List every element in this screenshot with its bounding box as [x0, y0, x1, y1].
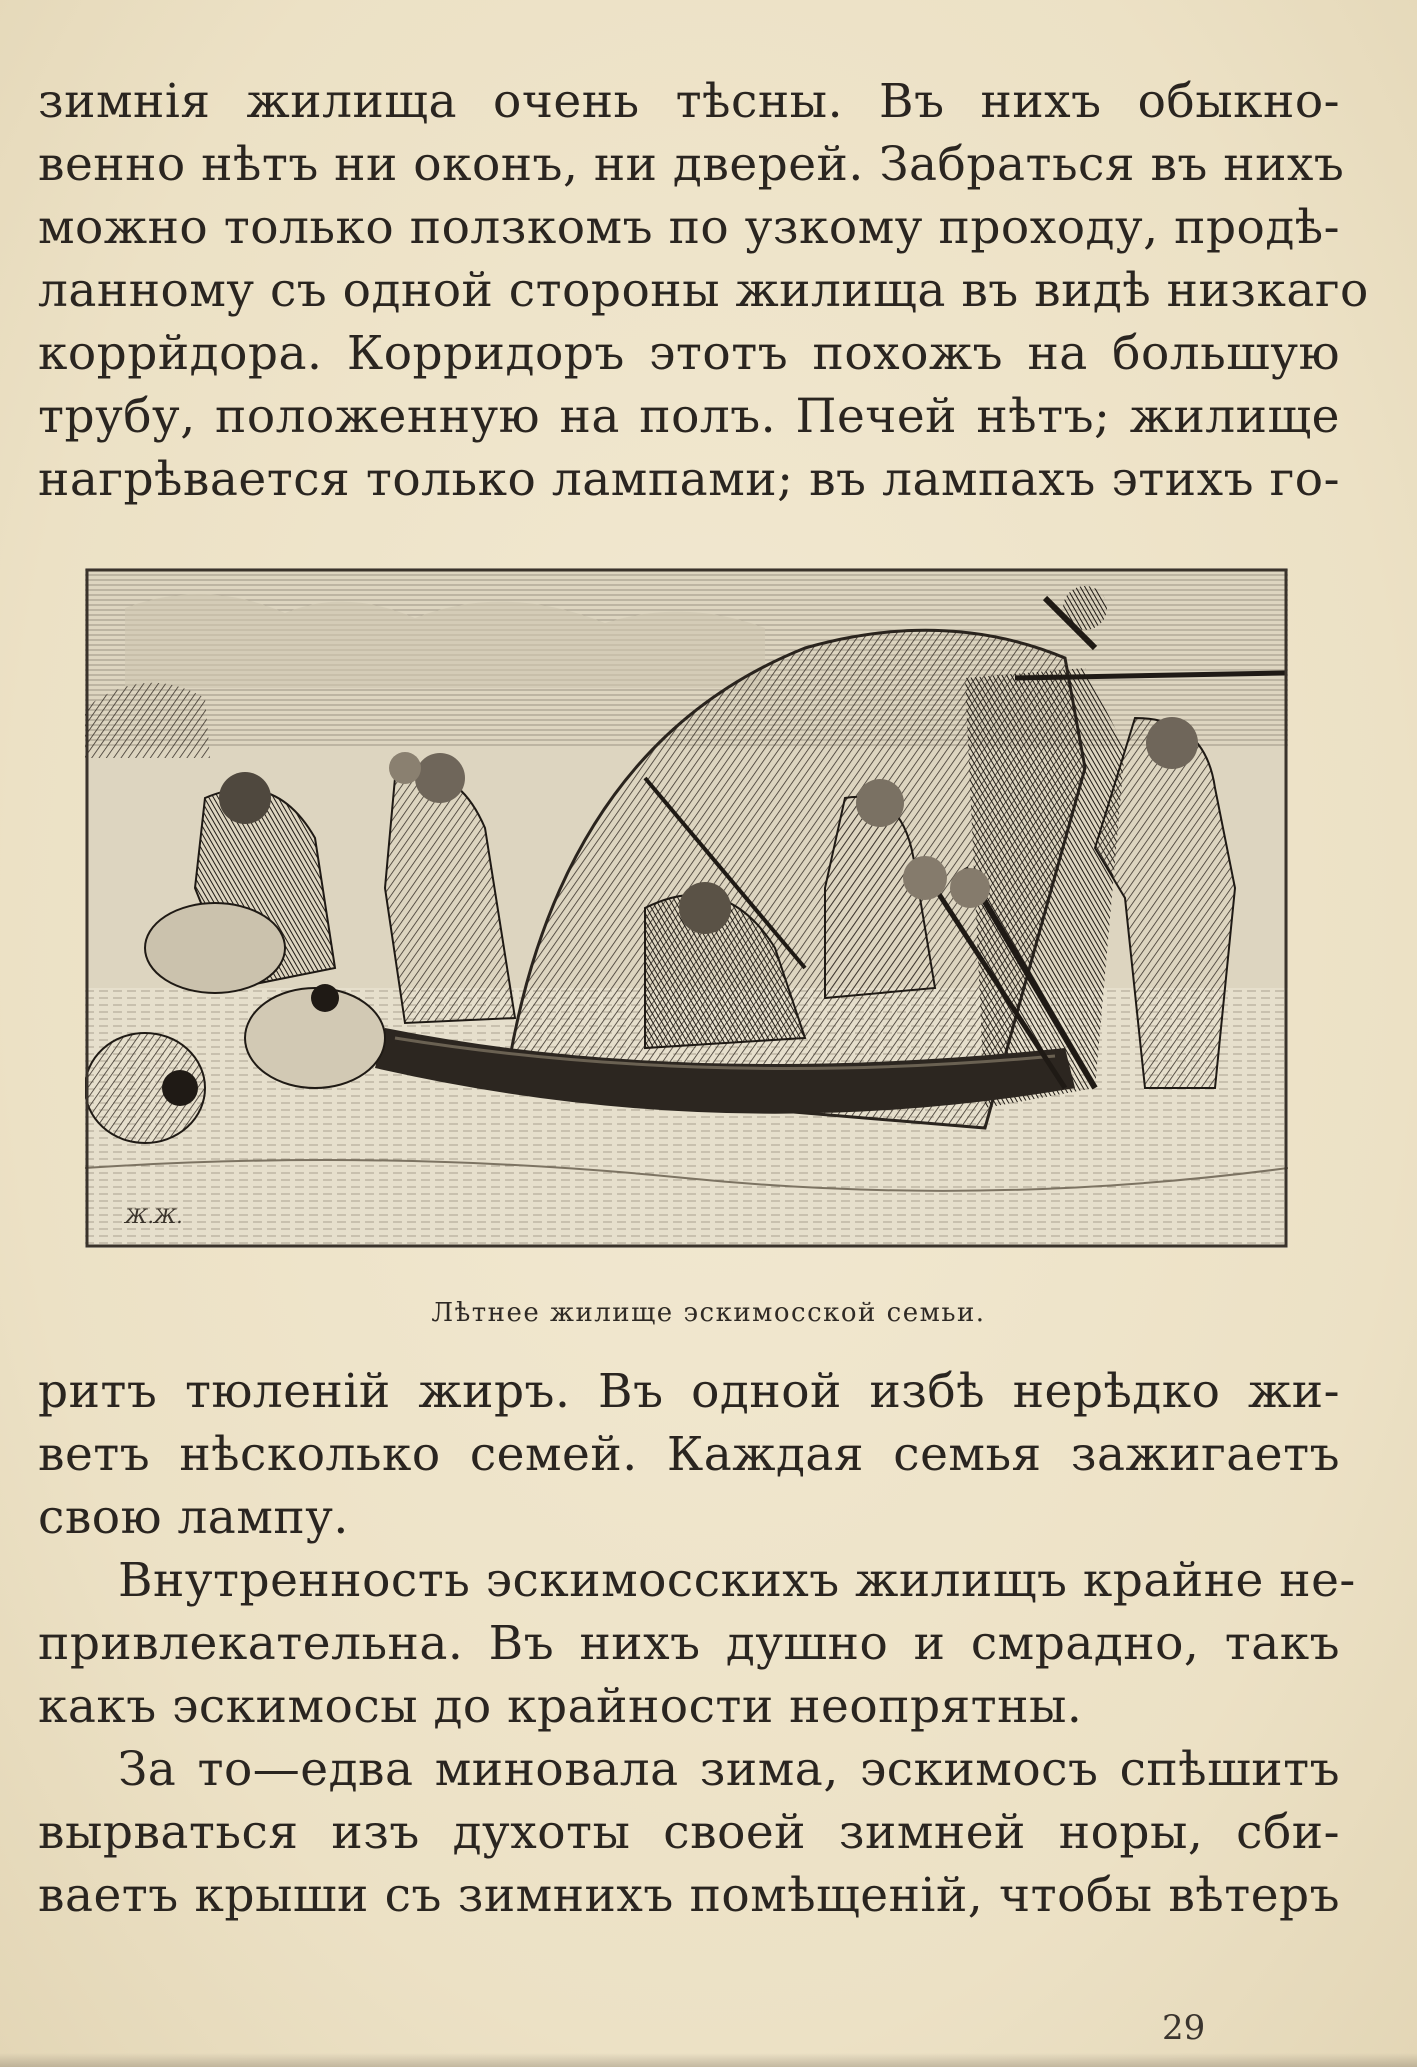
page-edge-shadow: [0, 2053, 1417, 2067]
sled-dog: [145, 903, 285, 993]
dog-head-mark: [162, 1070, 198, 1106]
text-line: ветъ нѣсколько семей. Каждая семья зажигаетъ: [38, 1427, 1340, 1482]
baby-head: [389, 752, 421, 784]
text-line: нагрѣвается только лампами; въ лампахъ этихъ го-: [38, 452, 1340, 507]
text-line: Внутренность эскимосскихъ жилищъ крайне не-: [118, 1553, 1356, 1608]
seated-woman-head: [856, 779, 904, 827]
crouching-man-head: [679, 882, 731, 934]
text-line: зимнія жилища очень тѣсны. Въ нихъ обыкно-: [38, 74, 1340, 129]
woman-head: [415, 753, 465, 803]
kneeling-figure-head: [219, 772, 271, 824]
child-head: [903, 856, 947, 900]
text-line: вырваться изъ духоты своей зимней норы, сби-: [38, 1805, 1340, 1860]
text-line: какъ эскимосы до крайности неопрятны.: [38, 1679, 1083, 1734]
illustration-caption: Лѣтнее жилище эскимосской семьи.: [431, 1298, 986, 1328]
engraver-signature: Ж.Ж.: [125, 1204, 183, 1228]
standing-man-head: [1146, 717, 1198, 769]
text-line: ритъ тюленій жиръ. Въ одной избѣ нерѣдко жи-: [38, 1364, 1340, 1419]
text-line: трубу, положенную на полъ. Печей нѣтъ; жилище: [38, 389, 1340, 444]
child-head: [950, 868, 990, 908]
text-line: За то—едва миновала зима, эскимосъ спѣшитъ: [118, 1742, 1340, 1797]
text-line: можно только ползкомъ по узкому проходу, продѣ-: [38, 200, 1340, 255]
engraving-illustration: [85, 568, 1288, 1248]
text-line: ланному съ одной стороны жилища въ видѣ низкаго: [38, 263, 1369, 318]
text-block-bottom: [38, 1360, 1356, 1927]
text-block-top: [38, 70, 1369, 511]
walrus-head-carving: [1063, 586, 1107, 630]
dog-head-mark: [311, 984, 339, 1012]
text-line: ваетъ крыши съ зимнихъ помѣщеній, чтобы вѣтеръ: [38, 1868, 1340, 1923]
text-line: коррйдора. Корридоръ этотъ похожъ на большую: [38, 326, 1340, 381]
text-line: венно нѣтъ ни оконъ, ни дверей. Забраться въ нихъ: [38, 137, 1345, 192]
page-number: 29: [1162, 2008, 1206, 2048]
text-line: привлекательна. Въ нихъ душно и смрадно, такъ: [38, 1616, 1340, 1671]
text-line: свою лампу.: [38, 1490, 349, 1545]
